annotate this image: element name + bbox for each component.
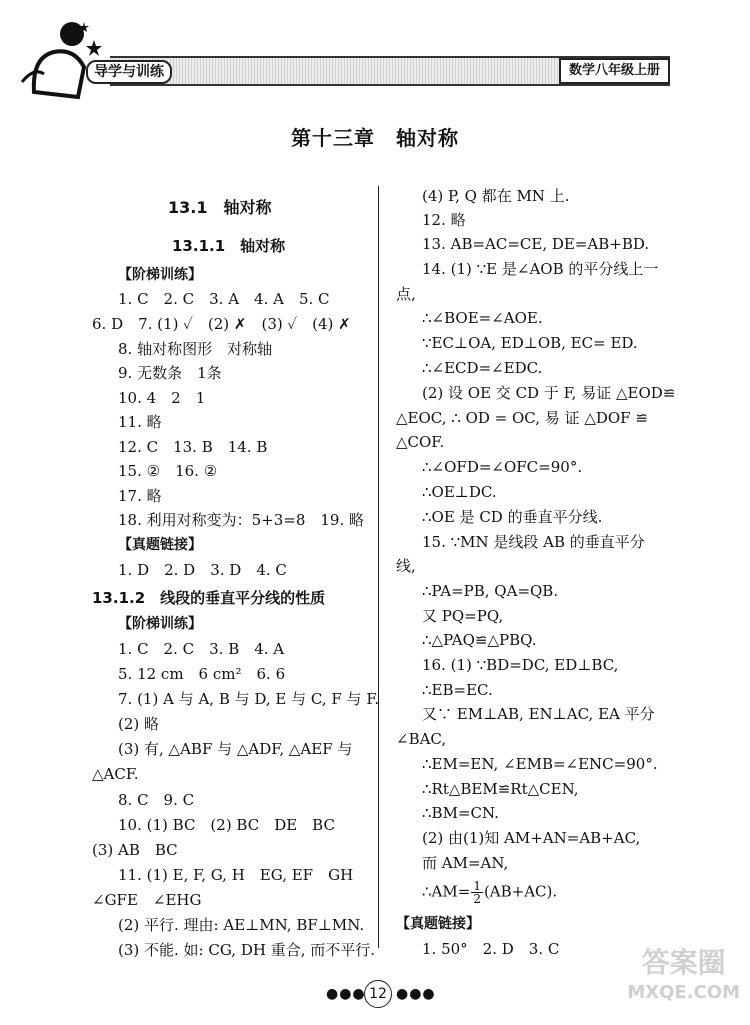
- fraction: [471, 880, 483, 905]
- answer-line: 又 PQ=PQ,: [422, 607, 504, 625]
- decorative-dots-right: ●●●: [396, 986, 436, 1002]
- answer-text: (AB+AC).: [483, 882, 558, 901]
- watermark-url: MXQE.COM: [627, 982, 740, 1003]
- answer-line: ∴OE⊥DC.: [422, 483, 497, 501]
- answer-line: △ACF.: [92, 765, 139, 783]
- answer-line: (3) AB BC: [92, 841, 178, 859]
- page-number: 12: [364, 980, 392, 1008]
- answer-line: 7. (1) A 与 A, B 与 D, E 与 C, F 与 F.: [118, 690, 380, 708]
- answer-line: ∠GFE ∠EHG: [92, 891, 202, 909]
- answer-line: 又∵ EM⊥AB, EN⊥AC, EA 平分: [422, 705, 655, 723]
- ladder-heading: 【阶梯训练】: [118, 267, 202, 283]
- answer-line: △EOC, ∴ OD = OC, 易 证 △DOF ≌: [396, 409, 648, 427]
- answer-line: 15. ∵MN 是线段 AB 的垂直平分: [422, 533, 645, 551]
- answer-line: 线,: [396, 557, 416, 575]
- answer-text: ∴AM=: [422, 882, 471, 901]
- answer-line: 13. AB=AC=CE, DE=AB+BD.: [422, 235, 650, 253]
- answer-line: (4) P, Q 都在 MN 上.: [422, 187, 570, 205]
- fraction-denominator: 2: [473, 892, 481, 906]
- watermark: [627, 948, 740, 1008]
- answer-line: 11. 略: [118, 413, 162, 431]
- answer-line: 10. (1) BC (2) BC DE BC: [118, 816, 335, 834]
- answer-line: 11. (1) E, F, G, H EG, EF GH: [118, 866, 354, 884]
- answer-line: ∴∠OFD=∠OFC=90°.: [422, 458, 583, 476]
- answer-line: 12. C 13. B 14. B: [118, 438, 268, 456]
- answer-line: 17. 略: [118, 487, 162, 505]
- fraction-numerator: 1: [473, 879, 481, 893]
- ladder-heading: 【阶梯训练】: [118, 616, 202, 632]
- answer-line: ∴BM=CN.: [422, 804, 499, 822]
- answer-line: (2) 平行. 理由: AE⊥MN, BF⊥MN.: [118, 916, 365, 934]
- answer-line: (2) 由(1)知 AM+AN=AB+AC,: [422, 829, 641, 847]
- answer-line: ∴OE 是 CD 的垂直平分线.: [422, 508, 603, 526]
- answer-line: ∴∠BOE=∠AOE.: [422, 309, 543, 327]
- answer-line: 16. (1) ∵BD=DC, ED⊥BC,: [422, 656, 619, 674]
- subsection-title: 13.1.2 线段的垂直平分线的性质: [92, 589, 326, 607]
- answer-line: 点,: [396, 285, 416, 303]
- subsection-title: 13.1.1 轴对称: [172, 237, 286, 255]
- answer-line: (2) 设 OE 交 CD 于 F, 易证 △EOD≌: [422, 384, 676, 402]
- column-divider: [378, 186, 379, 948]
- answer-line: 14. (1) ∵E 是∠AOB 的平分线上一: [422, 260, 659, 278]
- answer-line: ∴EM=EN, ∠EMB=∠ENC=90°.: [422, 755, 658, 773]
- answer-line: (3) 有, △ABF 与 △ADF, △AEF 与: [118, 740, 353, 758]
- answer-line: ∵EC⊥OA, ED⊥OB, EC= ED.: [422, 334, 638, 352]
- answer-line: ∴PA=PB, QA=QB.: [422, 582, 559, 600]
- answer-line: 1. D 2. D 3. D 4. C: [118, 561, 287, 579]
- answer-line: ∴Rt△BEM≌Rt△CEN,: [422, 780, 579, 798]
- answer-line: ∴∠ECD=∠EDC.: [422, 359, 543, 377]
- watermark-text: 答案圈: [641, 946, 726, 979]
- answer-line: 15. ② 16. ②: [118, 462, 218, 480]
- answer-line: (3) 不能. 如: CG, DH 重合, 而不平行.: [118, 941, 376, 959]
- fraction-answer-line: [422, 880, 557, 905]
- answer-line: ∴EB=EC.: [422, 681, 493, 699]
- answer-line: 10. 4 2 1: [118, 389, 206, 407]
- answer-line: 6. D 7. (1) ✓ (2) ✗ (3) ✓ (4) ✗: [92, 315, 351, 333]
- answer-line: (2) 略: [118, 715, 160, 733]
- chapter-title: 第十三章 轴对称: [291, 126, 459, 150]
- subject-label: 数学八年级上册: [559, 58, 670, 84]
- book-title: 导学与训练: [86, 60, 172, 84]
- answer-line: 1. C 2. C 3. B 4. A: [118, 640, 285, 658]
- answer-line: 8. 轴对称图形 对称轴: [118, 340, 273, 358]
- real-exam-heading: 【真题链接】: [118, 537, 202, 553]
- answer-line: 5. 12 cm 6 cm² 6. 6: [118, 665, 286, 683]
- answer-line: 8. C 9. C: [118, 791, 195, 809]
- answer-line: 1. 50° 2. D 3. C: [422, 940, 560, 958]
- decorative-dots-left: ●●●: [326, 986, 366, 1002]
- answer-line: 1. C 2. C 3. A 4. A 5. C: [118, 290, 330, 308]
- real-exam-heading: 【真题链接】: [396, 916, 480, 932]
- section-title: 13.1 轴对称: [168, 198, 272, 217]
- answer-line: ∠BAC,: [396, 730, 447, 748]
- answer-line: 18. 利用对称变为：5+3=8 19. 略: [118, 511, 365, 529]
- answer-line: 12. 略: [422, 211, 466, 229]
- answer-line: 而 AM=AN,: [422, 854, 509, 872]
- answer-line: 9. 无数条 1条: [118, 364, 222, 382]
- answer-line: △COF.: [396, 433, 445, 451]
- mascot-logo-icon: [14, 12, 104, 102]
- answer-line: ∴△PAQ≌△PBQ.: [422, 631, 537, 649]
